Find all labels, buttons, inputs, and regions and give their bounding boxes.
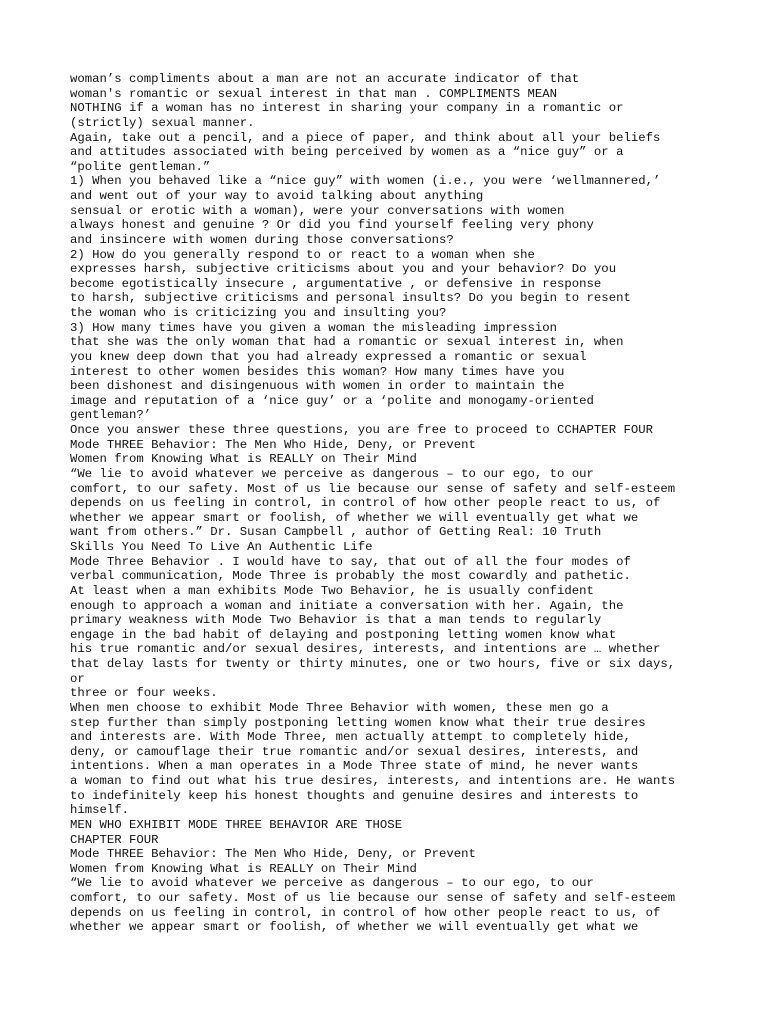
document-body <box>70 72 710 935</box>
text-line: primary weakness with Mode Two Behavior is that a man tends to regularly <box>70 613 602 628</box>
text-line: Mode THREE Behavior: The Men Who Hide, Deny, or Prevent <box>70 437 476 452</box>
text-line: and interests are. With Mode Three, men actually attempt to completely hide, <box>70 730 631 745</box>
text-line: depends on us feeling in control, in control of how other people react to us, of <box>70 905 661 920</box>
text-line: enough to approach a woman and initiate a conversation with her. Again, the <box>70 598 624 613</box>
text-line: CHAPTER FOUR <box>70 832 159 847</box>
text-line: sensual or erotic with a woman), were your conversations with women <box>70 203 565 218</box>
text-line: “We lie to avoid whatever we perceive as dangerous – to our ego, to our <box>70 876 594 891</box>
text-line: Women from Knowing What is REALLY on Their Mind <box>70 861 417 876</box>
text-line: image and reputation of a ‘nice guy’ or a ‘polite and monogamy-oriented <box>70 393 594 408</box>
text-line: his true romantic and/or sexual desires, interests, and intentions are … whether <box>70 642 661 657</box>
text-line: Mode THREE Behavior: The Men Who Hide, Deny, or Prevent <box>70 847 476 862</box>
text-line: “polite gentleman.” <box>70 159 211 174</box>
text-line: or <box>70 671 85 686</box>
text-line: When men choose to exhibit Mode Three Behavior with women, these men go a <box>70 700 609 715</box>
text-line: always honest and genuine ? Or did you find yourself feeling very phony <box>70 218 594 233</box>
text-line: Once you answer these three questions, you are free to proceed to CCHAPTER FOUR <box>70 423 653 437</box>
text-line: Mode Three Behavior . I would have to say, that out of all the four modes of <box>70 554 631 569</box>
text-line: and insincere with women during those conversations? <box>70 232 454 247</box>
text-line: deny, or camouflage their true romantic and/or sexual desires, interests, and <box>70 744 639 759</box>
text-line: woman's romantic or sexual interest in that man . COMPLIMENTS MEAN <box>70 86 558 101</box>
text-line: that delay lasts for twenty or thirty minutes, one or two hours, five or six days, <box>70 657 676 671</box>
text-line: 2) How do you generally respond to or react to a woman when she <box>70 247 535 262</box>
document-page <box>70 72 710 935</box>
text-line: and went out of your way to avoid talking about anything <box>70 189 484 203</box>
text-line: Women from Knowing What is REALLY on Their Mind <box>70 452 417 467</box>
text-line: been dishonest and disingenuous with women in order to maintain the <box>70 379 565 394</box>
text-line: whether we appear smart or foolish, of whether we will eventually get what we <box>70 920 639 935</box>
text-line: intentions. When a man operates in a Mode Three state of mind, he never wants <box>70 759 639 774</box>
text-line: want from others.” Dr. Susan Campbell , author of Getting Real: 10 Truth <box>70 525 602 540</box>
text-line: comfort, to our safety. Most of us lie because our sense of safety and self-esteem <box>70 891 676 905</box>
text-line: you knew deep down that you had already expressed a romantic or sexual <box>70 349 587 364</box>
text-line: depends on us feeling in control, in control of how other people react to us, of <box>70 496 661 511</box>
text-line: Again, take out a pencil, and a piece of paper, and think about all your beliefs <box>70 130 661 145</box>
text-line: woman’s compliments about a man are not an accurate indicator of that <box>70 72 580 86</box>
text-line: At least when a man exhibits Mode Two Behavior, he is usually confident <box>70 583 594 598</box>
text-line: step further than simply postponing letting women know what their true desires <box>70 715 646 730</box>
text-line: to harsh, subjective criticisms and personal insults? Do you begin to resent <box>70 291 631 306</box>
text-line: gentleman?’ <box>70 408 152 423</box>
text-line: “We lie to avoid whatever we perceive as dangerous – to our ego, to our <box>70 466 594 481</box>
text-line: expresses harsh, subjective criticisms about you and your behavior? Do you <box>70 262 617 277</box>
text-line: that she was the only woman that had a romantic or sexual interest in, when <box>70 335 624 350</box>
text-line: (strictly) sexual manner. <box>70 115 255 130</box>
text-line: and attitudes associated with being perceived by women as a “nice guy” or a <box>70 145 624 160</box>
text-line: a woman to find out what his true desires, interests, and intentions are. He wants <box>70 774 676 788</box>
text-line: MEN WHO EXHIBIT MODE THREE BEHAVIOR ARE THOSE <box>70 817 403 832</box>
text-line: Skills You Need To Live An Authentic Life <box>70 540 373 554</box>
text-line: become egotistically insecure , argumentative , or defensive in response <box>70 276 602 291</box>
text-line: 3) How many times have you given a woman the misleading impression <box>70 320 558 335</box>
text-line: three or four weeks. <box>70 686 218 701</box>
text-line: the woman who is criticizing you and insulting you? <box>70 306 447 320</box>
text-line: NOTHING if a woman has no interest in sharing your company in a romantic or <box>70 101 624 116</box>
text-line: engage in the bad habit of delaying and postponing letting women know what <box>70 627 617 642</box>
text-line: interest to other women besides this woman? How many times have you <box>70 364 565 379</box>
text-line: to indefinitely keep his honest thoughts and genuine desires and interests to <box>70 788 639 803</box>
text-line: verbal communication, Mode Three is probably the most cowardly and pathetic. <box>70 569 631 584</box>
text-line: comfort, to our safety. Most of us lie because our sense of safety and self-esteem <box>70 481 676 496</box>
text-line: whether we appear smart or foolish, of whether we will eventually get what we <box>70 510 639 525</box>
text-line: himself. <box>70 803 130 818</box>
text-line: 1) When you behaved like a “nice guy” with women (i.e., you were ‘wellmannered,’ <box>70 174 661 189</box>
